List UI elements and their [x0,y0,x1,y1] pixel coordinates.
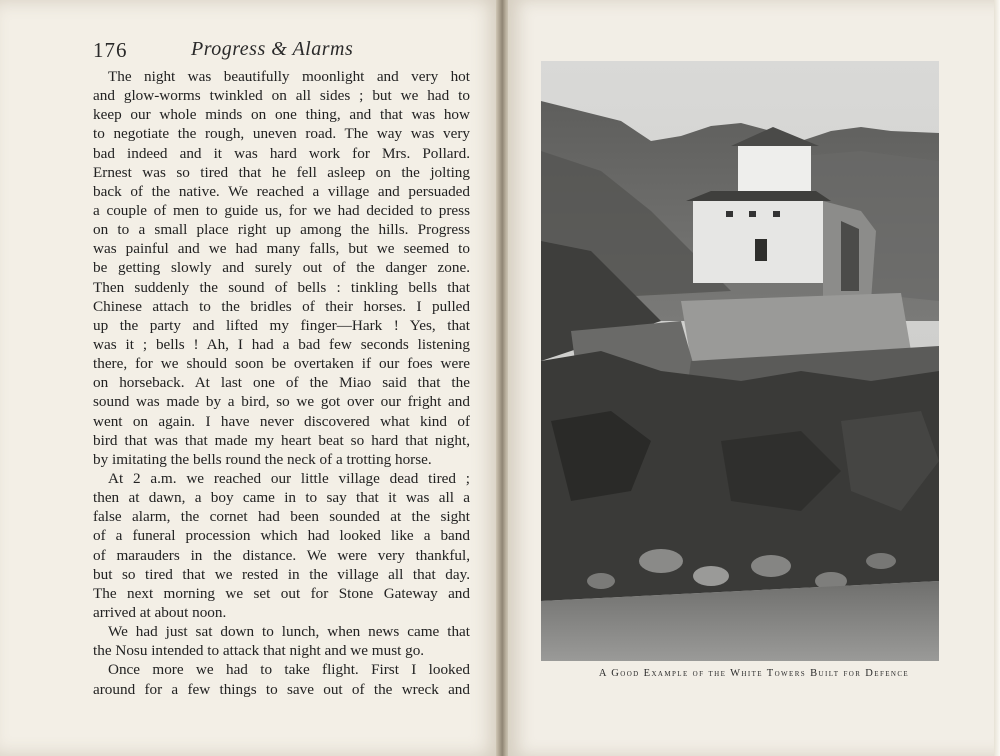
text-line: a couple of men to guide us, for we had decided to press [93,201,470,219]
text-line: Once more we had to take flight. First I looked [108,661,470,679]
text-line: to negotiate the rough, uneven road. The way was very [93,125,470,143]
text-line: sound was made by a bird, so we got over our fright and [93,393,470,411]
body-text [93,67,470,699]
text-line: the Nosu intended to attack that night and we must go. [93,642,425,660]
text-line: The next morning we set out for Stone Gateway and [93,584,470,602]
text-line: At 2 a.m. we reached our little village dead tired ; [108,469,470,487]
text-line: be getting slowly and surely out of the danger zone. [93,259,470,277]
text-line: bird that was that made my heart beat so hard that night, [93,431,470,449]
photograph-plate [541,61,939,661]
page-header [93,38,493,64]
text-line: up the party and lifted my finger—Hark ! Yes, that [93,316,470,334]
running-title: Progress & Alarms [191,38,354,60]
page-edge [994,0,1000,756]
text-line: The night was beautifully moonlight and very hot [108,68,470,85]
text-line: of a funeral procession which had looked like a band [93,527,470,545]
text-line: Ernest was so tired that he fell asleep on the jolting [93,163,470,181]
text-line: there, for we should soon be overtaken if our foes were [93,355,470,373]
text-line: on to a small place right up among the hills. Progress [93,221,470,239]
tower-photograph [541,61,939,661]
text-line: by imitating the bells round the neck of a trotting horse. [93,450,432,468]
text-line: Then suddenly the sound of bells : tinkling bells that [93,278,470,296]
text-line: was it ; bells ! Ah, I had a bad few seconds listening [93,335,470,353]
text-line: We had just sat down to lunch, when news came that [108,623,470,641]
text-line: false alarm, the cornet had been sounded at the sight [93,508,470,526]
text-line: keep our whole minds on one thing, and that was how [93,106,470,124]
text-line: then at dawn, a boy came in to say that it was all a [93,489,470,507]
text-line: but so tired that we rested in the village all that day. [93,565,470,583]
text-line: of marauders in the distance. We were very thankful, [93,546,470,564]
text-line: back of the native. We reached a village and persuaded [93,182,470,200]
text-line: was painful and we had many falls, but we seemed to [93,240,470,258]
page-number: 176 [93,38,128,62]
text-line: around for a few things to save out of the wreck and [93,680,470,698]
text-line: and glow-worms twinkled on all sides ; but we had to [93,87,470,105]
text-line: bad indeed and it was hard work for Mrs. Pollard. [93,144,470,162]
photo-caption: A Good Example of the White Towers Built for Defence [598,668,910,679]
text-line: on horseback. At last one of the Miao said that the [93,374,470,392]
text-line: arrived at about noon. [93,603,227,621]
text-line: went on again. I have never discovered what kind of [93,412,470,430]
text-line: Chinese attach to the bridles of their horses. I pulled [93,297,470,315]
right-page [508,0,1000,756]
